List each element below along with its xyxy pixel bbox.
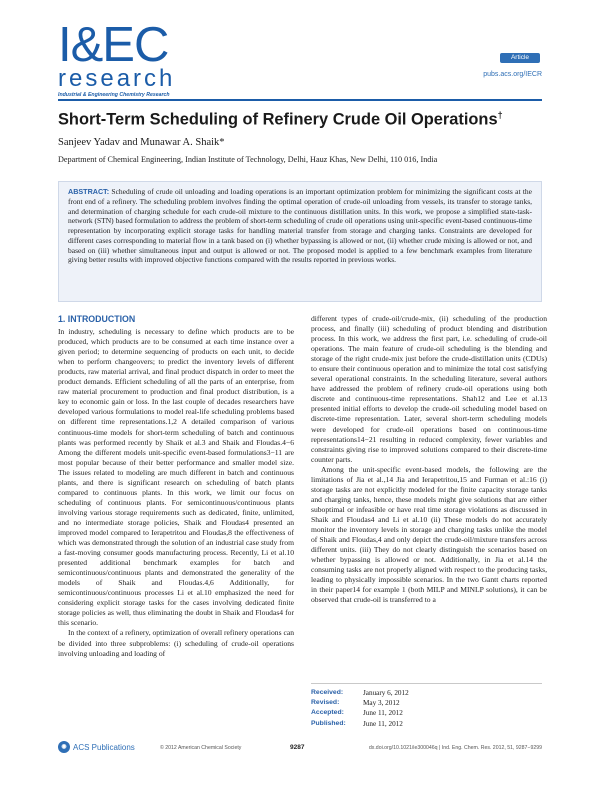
doi-link[interactable]: dx.doi.org/10.1021/ie300046q | Ind. Eng. Chem. Res. 2012, 51, 9287−9299 (368, 745, 542, 751)
acs-logo-icon: ◉ (58, 741, 70, 753)
title-footnote-mark[interactable]: † (497, 110, 503, 120)
date-value: June 11, 2012 (363, 719, 403, 728)
body-paragraph: In the context of a refinery, optimization of overall refinery operations can be divided into three subproblems: (i) scheduling of crude-oil operations involving unloading and loading of (58, 628, 294, 658)
right-column (311, 314, 547, 605)
abstract-box (58, 181, 542, 302)
abstract-label: ABSTRACT: (68, 187, 110, 196)
paper-affiliation: Department of Chemical Engineering, Indian Institute of Technology, Delhi, Hauz Khas, New Delhi, 110 016, India (58, 155, 438, 164)
date-row (311, 698, 542, 708)
date-value: June 11, 2012 (363, 709, 403, 718)
body-paragraph: In industry, scheduling is necessary to define which products are to be produced, which products are to be consumed at each time instance over a given period; to determine sequencing of products on each unit, to decide when to perform changeovers; to predict the inventory levels of different products, raw material arrival, and final product dispatch in order to meet the product demands. Efficient scheduling of all the parts of an enterprise, from raw material procurement to production and final product distribution, is a key to economic gain or loss. In the last couple of decades researchers have developed various formulations to model real-life scheduling problems based on different time representations.1,2 A detailed comparison of various continuous-time models for short-term scheduling of batch and continuous plants was performed recently by Shaik et al.3 and Shaik and Floudas.4−6 Among the different models unit-specific event-based formulations3−11 are most popular because of their better performance and smaller model size. The issues related to modeling are much different in batch and continuous plants, and there is significant research on scheduling of batch plants compared to continuous plants. In this work, we limit our focus on scheduling of continuous plants. For semicontinuous/continuous plants involving various storage requirements such as dedicated, finite, unlimited, and no intermediate storage policies, Shaik and Floudas4 presented an improved model compared to Ierapetritou and Floudas,8 the effectiveness of which was demonstrated through the solution of an industrial case study from a fast-moving consumer goods manufacturing process. Recently, Li et al.10 presented additional benchmark examples for batch and semicontinuous/continuous plants and demonstrated the generality of the models of Shaik and Floudas.4,6 Additionally, for semicontinuous/continuous processes Li et al.10 emphasized the need for considering explicit storage tasks for the cases involving dedicated finite storage policies as well, thus eliminating the doubt in Shaik and Floudas4 for this scenario. (58, 327, 294, 628)
acs-publisher-text: ACS Publications (73, 742, 135, 752)
acs-publications-logo[interactable] (58, 741, 135, 753)
logo-research-text: research (58, 65, 176, 92)
paper-authors: Sanjeev Yadav and Munawar A. Shaik* (58, 137, 225, 148)
body-paragraph: different types of crude-oil/crude-mix, (ii) scheduling of the production process, and finally (iii) scheduling of product blending and distribution process. In this work, we address the first part, i.e. scheduling of crude-oil operations. The main feature of crude-oil scheduling is the blending and storage of the right crude-mix just before the crude-distillation units (CDUs) to ensure their continuous operation and to minimize the total cost satisfying several operational constraints. In the scheduling literature, several authors have addressed the problem of refinery crude-oil operations using both discrete and continuous-time representations. Shah12 and Lee et al.13 presented initial efforts to develop the crude-oil scheduling model based on discrete-time representation. Later, several short-term scheduling models were developed for crude-oil operations based on continuous-time representations14−21 resulting in reduced complexity, fewer variables and constraints giving rise to improved solutions compared to their discrete-time counter parts. (311, 314, 547, 464)
publication-dates (311, 683, 542, 729)
section-heading: 1. INTRODUCTION (58, 314, 136, 324)
date-label: Accepted: (311, 709, 344, 717)
date-value: January 6, 2012 (363, 689, 409, 697)
paper-title (58, 110, 542, 129)
date-row (311, 719, 542, 729)
paper-title-text: Short-Term Scheduling of Refinery Crude Oil Operations (58, 110, 498, 129)
date-row (311, 688, 542, 698)
page-footer (58, 741, 542, 755)
header-rule (58, 99, 542, 101)
page-number: 9287 (290, 744, 305, 751)
date-row (311, 708, 542, 718)
journal-url-link[interactable]: pubs.acs.org/IECR (483, 71, 542, 78)
article-badge: Article (500, 53, 540, 63)
date-label: Published: (311, 719, 346, 727)
journal-logo (58, 18, 178, 110)
date-value: May 3, 2012 (363, 699, 400, 708)
copyright-text: © 2012 American Chemical Society (160, 745, 242, 751)
logo-main-text: I&EC (58, 18, 169, 72)
left-column (58, 314, 294, 659)
body-paragraph: Among the unit-specific event-based models, the following are the limitations of Jia et al.,14 Jia and Ierapetritou,15 and Furman et al.:16 (i) storage tasks are not explicitly modeled for the finite capacity storage tanks and charging tanks, hence, these models might give solutions that are either suboptimal or infeasible or have real time storage violations as discussed in Shaik and Floudas4 and Li et al.10 (ii) These models do not accurately monitor the inventory levels in storage and charging tasks unlike the model of Shaik and Floudas,4 and only depict the crude-oil/mixture transfers across different units. (iii) They do not clearly distinguish the scenarios based on whether bypassing is allowed or not. Additionally, in Jia et al.14 the consuming tasks are not properly aligned with respect to the producing tasks, leading to physically impossible scenarios. In the two Gantt charts reported in their paper14 for example 1 (both MILP and MINLP solutions), it can be observed that crude-oil is transferred to a (311, 464, 547, 605)
date-label: Revised: (311, 699, 340, 707)
logo-subtitle: Industrial & Engineering Chemistry Research (58, 92, 170, 98)
abstract-text: Scheduling of crude oil unloading and loading operations is an important optimization problem for minimizing the significant costs at the front end of a refinery. The scheduling problem involves finding the optimal operation of crude-oil unloading from vessels, its transfer to storage tanks, and determination of charging schedule for each crude-oil mixture to the continuous distillation units. In this work, we propose a simplified state-task-network (STN) based formulation to address the problem of short-term scheduling of crude oil operations using unit-specific event-based continuous-time representation by incorporating explicit storage tasks for handling material transfer from storage and charging tanks. Constraints are developed for different cases corresponding to material flow in a tank based on (i) whether bypassing is allowed or not, (ii) whether crude mixing is allowed or not, and based on (iii) whether simultaneous input and output is allowed or not. The proposed model is applied to a few benchmark examples from literature giving better results with improved objective functions compared with the results reported in previous works. (68, 187, 533, 265)
date-label: Received: (311, 689, 344, 696)
